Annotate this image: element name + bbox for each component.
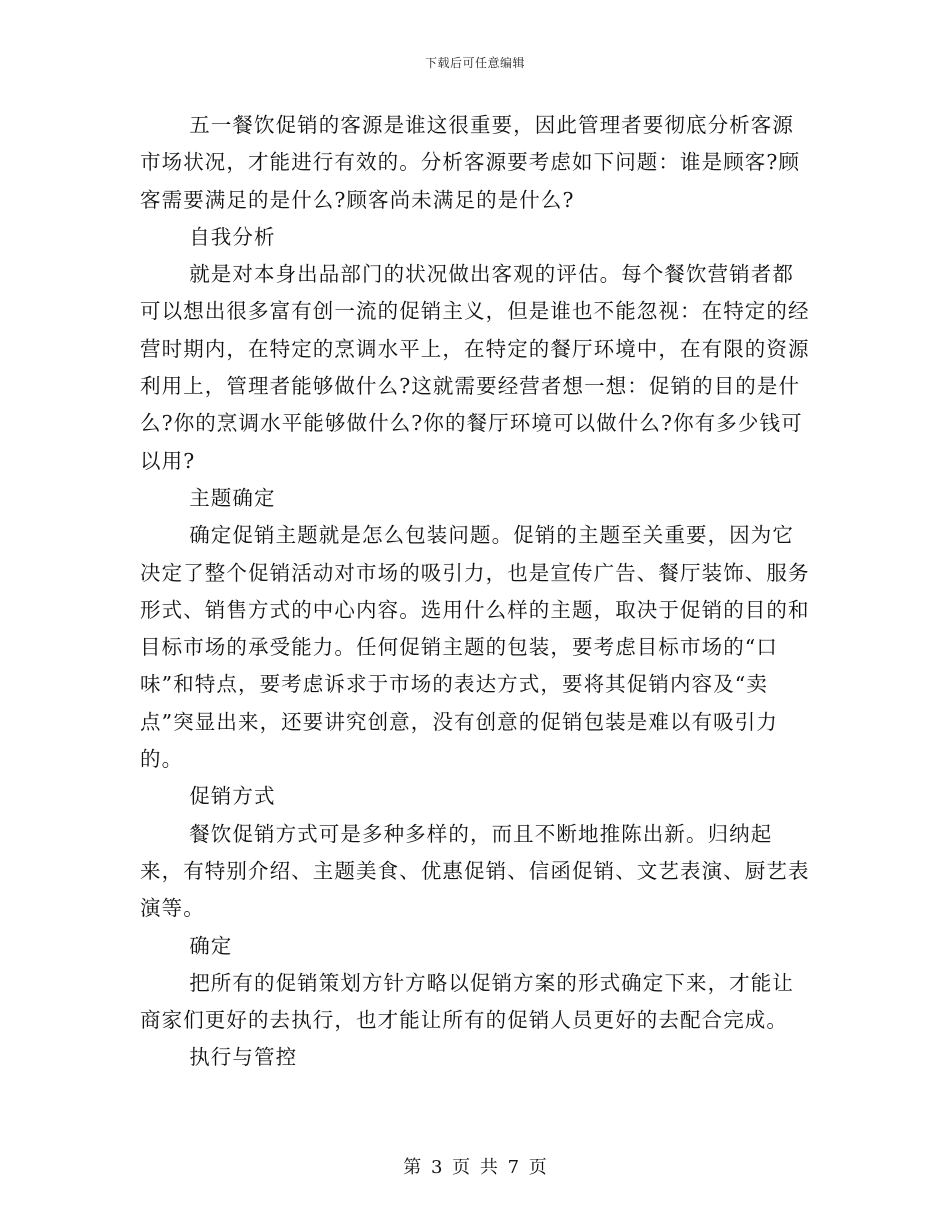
section-heading-self-analysis: 自我分析	[189, 224, 276, 249]
section-heading-execution: 执行与管控	[189, 1045, 298, 1070]
paragraph-self-analysis: 就是对本身出品部门的状况做出客观的评估。每个餐饮营销者都可以想出很多富有创一流的促销主义，但是谁也不能忽视：在特定的经营时期内，在特定的烹调水平上，在特定的餐厅环境中，在有限的资源利用上，管理者能够做什么?这就需要经营者想一想：促销的目的是什么?你的烹调水平能够做什么?你的餐厅环境可以做什么?你有多少钱可以用?	[140, 262, 810, 473]
section-heading-promotion-methods: 促销方式	[189, 784, 276, 809]
paragraph-theme: 确定促销主题就是怎么包装问题。促销的主题至关重要，因为它决定了整个促销活动对市场的吸引力，也是宣传广告、餐厅装饰、服务形式、销售方式的中心内容。选用什么样的主题，取决于促销的目的和目标市场的承受能力。任何促销主题的包装，要考虑目标市场的“口味”和特点，要考虑诉求于市场的表达方式，要将其促销内容及“卖点”突显出来，还要讲究创意，没有创意的促销包装是难以有吸引力的。	[140, 523, 810, 772]
paragraph-confirm: 把所有的促销策划方针方略以促销方案的形式确定下来，才能让商家们更好的去执行，也才能让所有的促销人员更好的去配合完成。	[140, 970, 794, 1033]
paragraph-promotion-methods: 餐饮促销方式可是多种多样的，而且不断地推陈出新。归纳起来，有特别介绍、主题美食、优惠促销、信函促销、文艺表演、厨艺表演等。	[140, 821, 810, 921]
section-heading-confirm: 确定	[189, 933, 233, 958]
document-body	[140, 107, 810, 1077]
section-heading-theme: 主题确定	[189, 485, 276, 510]
paragraph-customer-source: 五一餐饮促销的客源是谁这很重要，因此管理者要彻底分析客源市场状况，才能进行有效的。分析客源要考虑如下问题：谁是顾客?顾客需要满足的是什么?顾客尚未满足的是什么?	[140, 113, 801, 212]
page-number: 第 3 页 共 7 页	[403, 1157, 547, 1178]
page-header-note: 下载后可任意编辑	[424, 56, 525, 70]
